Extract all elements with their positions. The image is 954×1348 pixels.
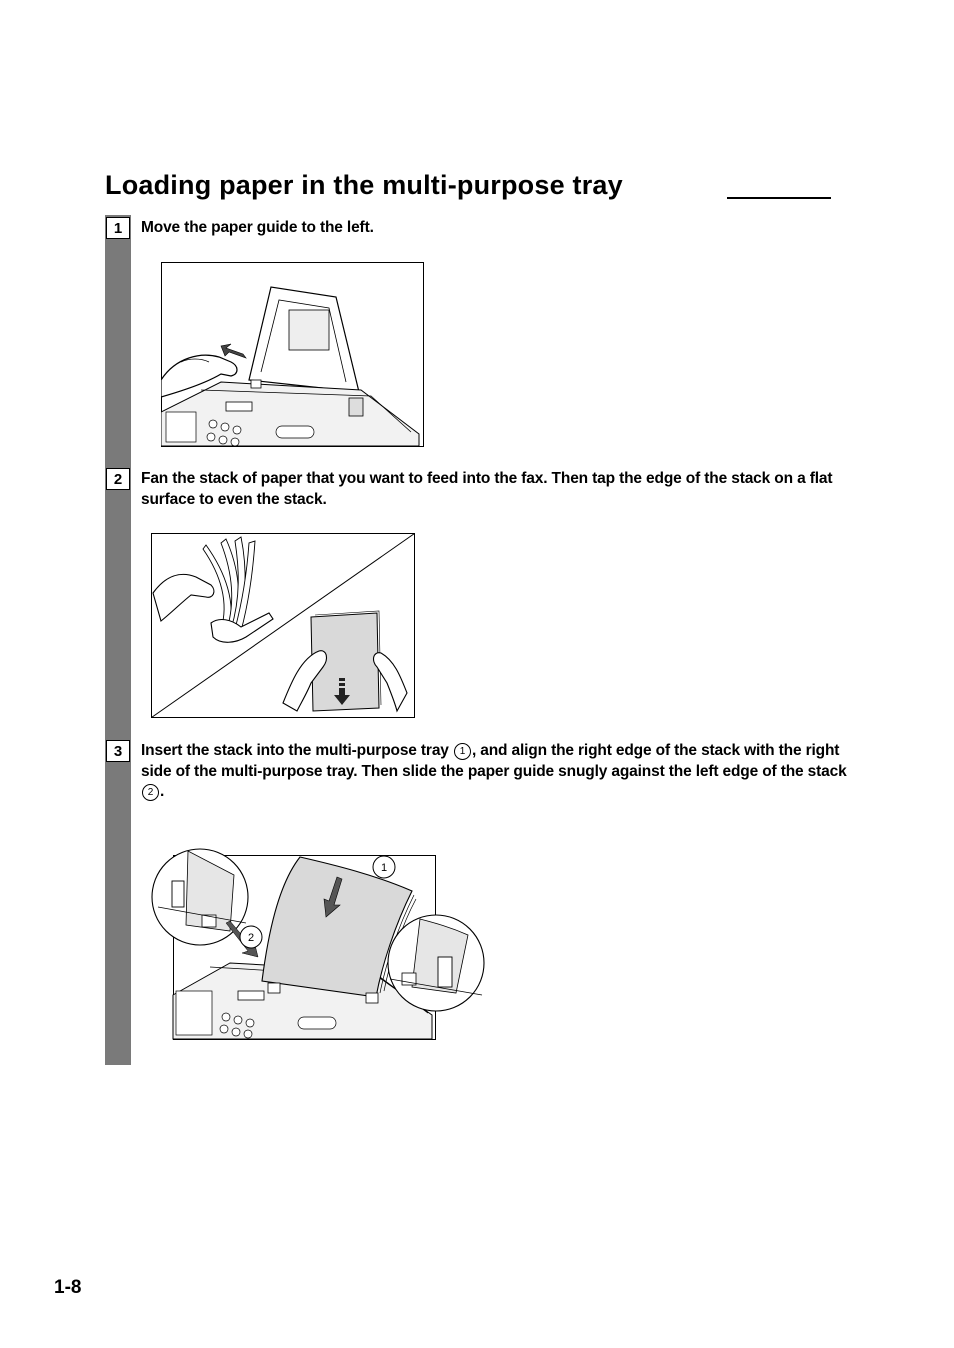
step-3-marker-2: 2: [142, 784, 159, 801]
step-3-text-part-b: , and align the right edge of the stack with the right side of the multi-purpose tray. Then slide the paper guide snugly against the left edge of the stack: [141, 742, 847, 780]
step-3-text-part-c: .: [160, 783, 165, 800]
steps-sidebar-bar: [105, 215, 131, 1065]
insert-stack-illustration: [150, 845, 486, 1041]
fan-and-tap-paper-illustration: [151, 533, 415, 718]
figure-move-paper-guide: [161, 262, 424, 447]
step-1-text: Move the paper guide to the left.: [141, 219, 374, 236]
figure-fan-paper-stack: [151, 533, 415, 718]
step-2-number: 2: [106, 468, 130, 490]
title-underline-rule: [727, 197, 831, 199]
step-1-number: 1: [106, 217, 130, 239]
callout-2-label: 2: [247, 932, 255, 944]
step-3-text-part-a: Insert the stack into the multi-purpose tray: [141, 742, 449, 759]
step-3-text: [141, 741, 853, 803]
page-title-block: [105, 170, 831, 204]
fax-paper-guide-illustration: [161, 262, 424, 447]
page-title: Loading paper in the multi-purpose tray: [105, 170, 623, 200]
step-2-text: Fan the stack of paper that you want to feed into the fax. Then tap the edge of the stack on a flat surface to even the stack.: [141, 470, 833, 508]
figure-insert-paper-stack: [150, 845, 486, 1041]
callout-1-label: 1: [380, 862, 388, 874]
page-number: 1-8: [54, 1277, 82, 1298]
step-3-number: 3: [106, 740, 130, 762]
step-3-marker-1: 1: [454, 743, 471, 760]
